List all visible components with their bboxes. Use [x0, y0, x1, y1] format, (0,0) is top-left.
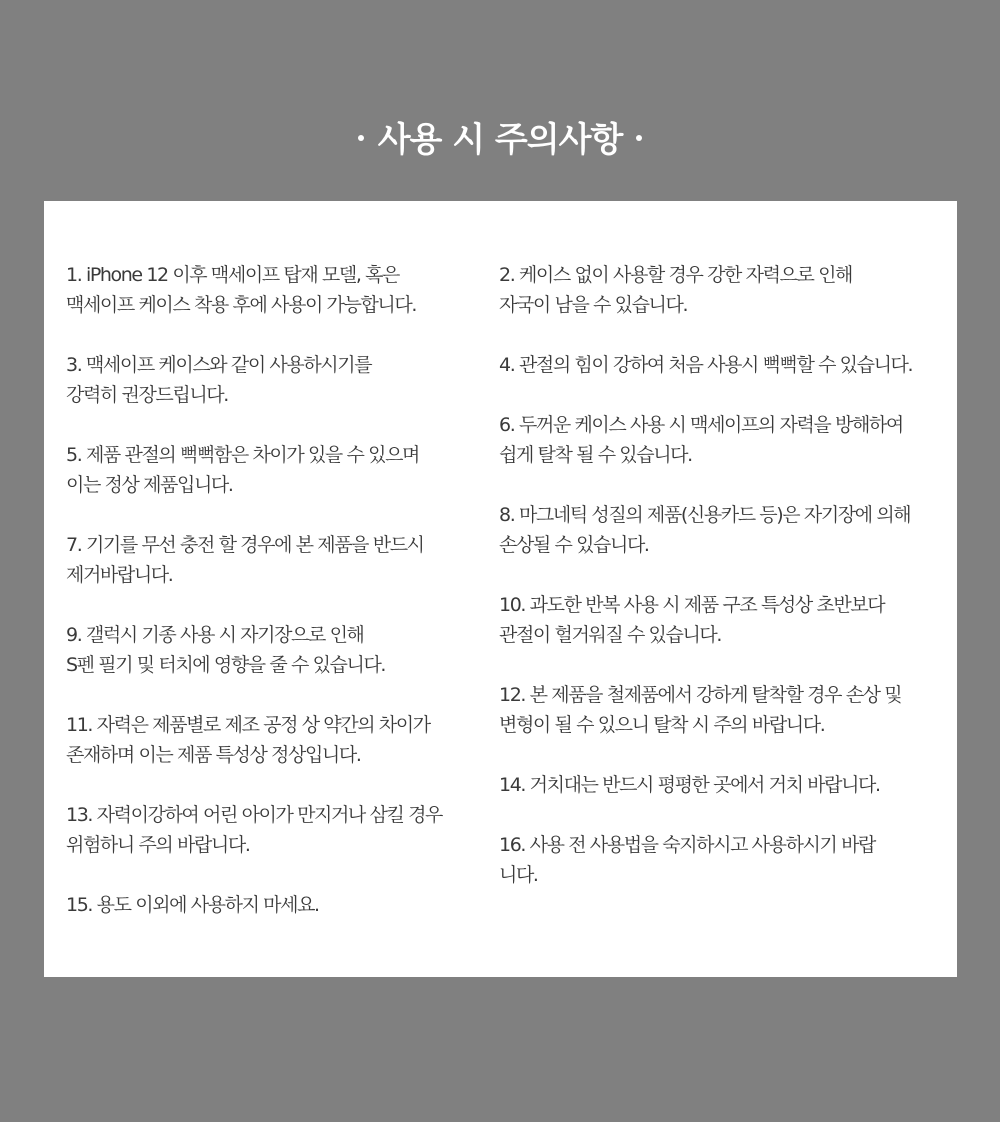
- notice-item-11: [66, 710, 506, 770]
- notice-line: 11. 자력은 제품별로 제조 공정 상 약간의 차이가: [66, 714, 430, 736]
- notice-line: 위험하니 주의 바랍니다.: [66, 834, 250, 856]
- notice-item-13: [66, 800, 506, 860]
- notice-line: 맥세이프 케이스 착용 후에 사용이 가능합니다.: [66, 294, 416, 316]
- notice-line: 4. 관절의 힘이 강하여 처음 사용시 뻑뻑할 수 있습니다.: [499, 354, 913, 376]
- notice-line: 9. 갤럭시 기종 사용 시 자기장으로 인해: [66, 624, 364, 646]
- notice-item-16: [499, 830, 939, 890]
- notice-line: 16. 사용 전 사용법을 숙지하시고 사용하시기 바랍: [499, 834, 875, 856]
- notice-line: 1. iPhone 12 이후 맥세이프 탑재 모델, 혹은: [66, 264, 400, 286]
- notice-item-5: [66, 440, 506, 500]
- notice-line: 12. 본 제품을 철제품에서 강하게 탈착할 경우 손상 및: [499, 684, 902, 706]
- notice-line: 5. 제품 관절의 뻑뻑함은 차이가 있을 수 있으며: [66, 444, 419, 466]
- notice-item-9: [66, 620, 506, 680]
- notice-item-1: [66, 260, 506, 320]
- notice-item-15: [66, 890, 506, 920]
- notice-line: 2. 케이스 없이 사용할 경우 강한 자력으로 인해: [499, 264, 852, 286]
- notice-line: 3. 맥세이프 케이스와 같이 사용하시기를: [66, 354, 372, 376]
- page-title: [0, 106, 1000, 166]
- notice-line: 14. 거치대는 반드시 평평한 곳에서 거치 바랍니다.: [499, 774, 880, 796]
- notice-line: 변형이 될 수 있으니 탈착 시 주의 바랍니다.: [499, 714, 825, 736]
- notice-line: 관절이 헐거워질 수 있습니다.: [499, 624, 722, 646]
- notice-line: 존재하며 이는 제품 특성상 정상입니다.: [66, 744, 361, 766]
- notice-line: 니다.: [499, 864, 538, 886]
- notice-line: 손상될 수 있습니다.: [499, 534, 649, 556]
- notice-line: 6. 두꺼운 케이스 사용 시 맥세이프의 자력을 방해하여: [499, 414, 903, 436]
- notice-item-8: [499, 500, 939, 560]
- title-dot-right: [636, 135, 642, 141]
- page-title-text: 사용 시 주의사항: [377, 119, 623, 160]
- notice-line: 자국이 남을 수 있습니다.: [499, 294, 688, 316]
- notice-item-7: [66, 530, 506, 590]
- notice-column-left: [66, 260, 506, 950]
- notice-line: 강력히 권장드립니다.: [66, 384, 228, 406]
- notice-line: 13. 자력이강하여 어린 아이가 만지거나 삼킬 경우: [66, 804, 442, 826]
- notice-item-12: [499, 680, 939, 740]
- notice-line: 15. 용도 이외에 사용하지 마세요.: [66, 894, 319, 916]
- notice-item-6: [499, 410, 939, 470]
- notice-line: S펜 필기 및 터치에 영향을 줄 수 있습니다.: [66, 654, 386, 676]
- notice-item-2: [499, 260, 939, 320]
- title-dot-left: [358, 135, 364, 141]
- notice-line: 이는 정상 제품입니다.: [66, 474, 233, 496]
- notice-line: 쉽게 탈착 될 수 있습니다.: [499, 444, 692, 466]
- notice-item-10: [499, 590, 939, 650]
- notice-line: 제거바랍니다.: [66, 564, 173, 586]
- notice-column-right: [499, 260, 939, 920]
- notice-item-4: [499, 350, 939, 380]
- notice-line: 10. 과도한 반복 사용 시 제품 구조 특성상 초반보다: [499, 594, 885, 616]
- notice-line: 7. 기기를 무선 충전 할 경우에 본 제품을 반드시: [66, 534, 424, 556]
- notice-line: 8. 마그네틱 성질의 제품(신용카드 등)은 자기장에 의해: [499, 504, 911, 526]
- notice-item-3: [66, 350, 506, 410]
- notice-item-14: [499, 770, 939, 800]
